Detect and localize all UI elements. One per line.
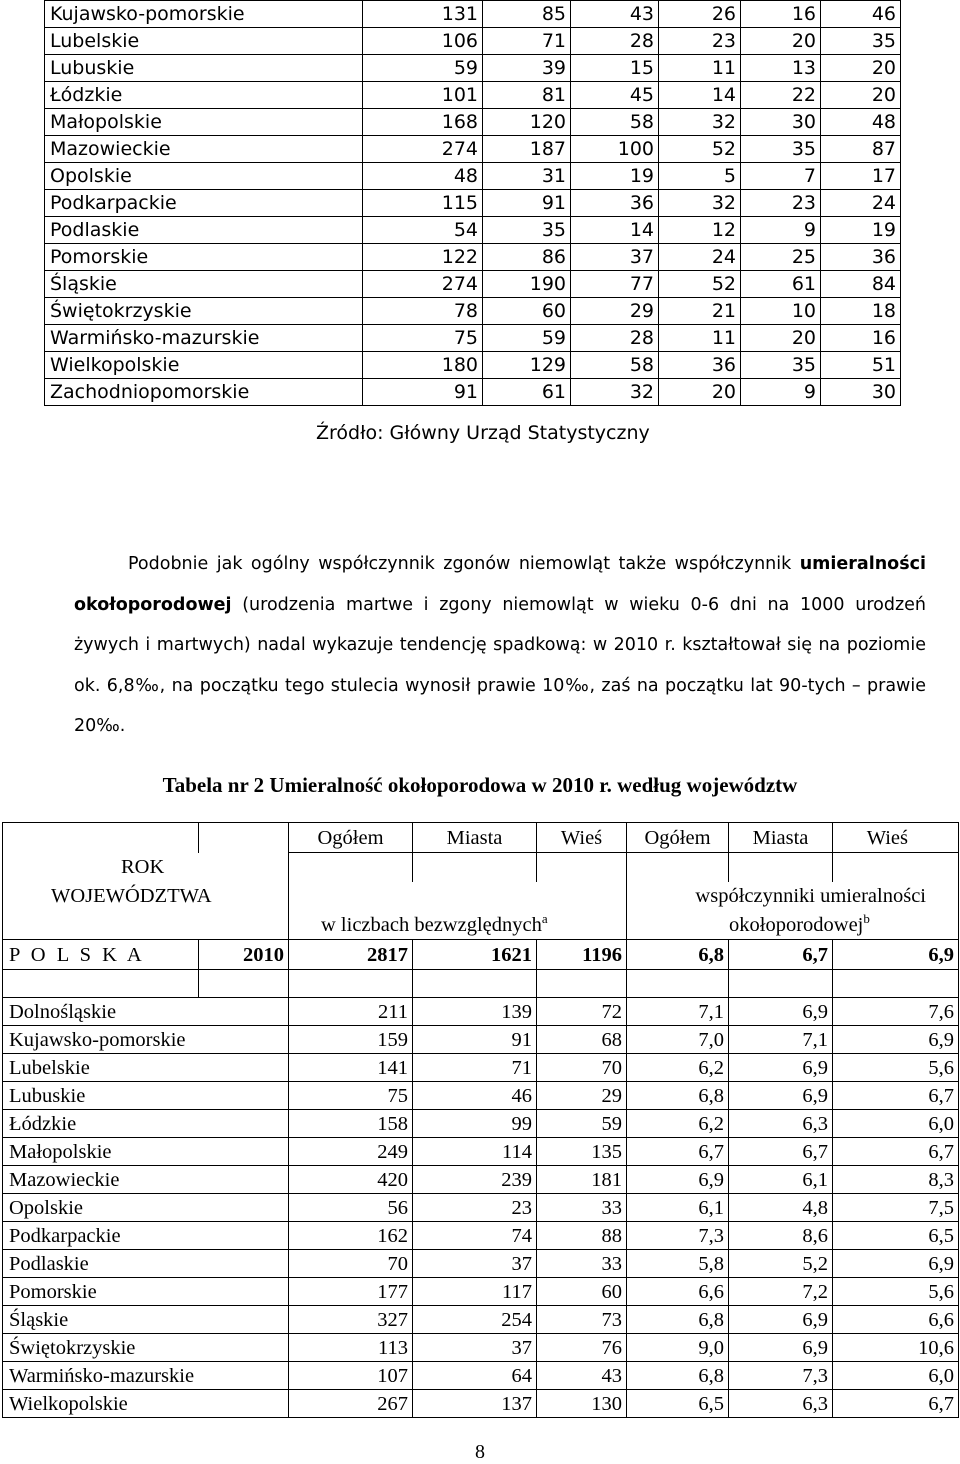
table-cell: 6,7 — [627, 1138, 729, 1166]
header-rate-label-2 — [627, 911, 959, 940]
table-cell: 85 — [483, 1, 571, 28]
spacer-cell — [537, 970, 627, 998]
region-name: Podkarpackie — [45, 190, 363, 217]
table-cell: 137 — [413, 1390, 537, 1418]
region-name: Wielkopolskie — [3, 1390, 289, 1418]
table-cell: 70 — [289, 1250, 413, 1278]
header-spacer — [289, 882, 627, 911]
region-name: Pomorskie — [3, 1278, 289, 1306]
table-row — [3, 1082, 959, 1110]
header-ogolem: Ogółem — [289, 823, 413, 853]
table-cell: 61 — [741, 271, 821, 298]
table-cell: 107 — [289, 1362, 413, 1390]
header-wies-rate: Wieś — [833, 823, 959, 853]
table-cell: 33 — [537, 1250, 627, 1278]
region-name: Lubelskie — [3, 1054, 289, 1082]
spacer-cell — [627, 970, 729, 998]
spacer-cell — [3, 970, 199, 998]
table-cell: 6,9 — [833, 1026, 959, 1054]
table-row — [3, 1306, 959, 1334]
table-cell: 10 — [741, 298, 821, 325]
table-row — [3, 1278, 959, 1306]
table-cell: 20 — [659, 379, 741, 406]
polska-value: 6,9 — [833, 940, 959, 970]
table-cell: 6,0 — [833, 1362, 959, 1390]
region-name: Podlaskie — [3, 1250, 289, 1278]
header-rok: ROK — [3, 853, 289, 882]
region-name: Warmińsko-mazurskie — [3, 1362, 289, 1390]
table-cell: 6,9 — [729, 1082, 833, 1110]
header-miasta: Miasta — [413, 823, 537, 853]
table-cell: 39 — [483, 55, 571, 82]
table-cell: 37 — [413, 1250, 537, 1278]
table-cell: 135 — [537, 1138, 627, 1166]
table-cell: 21 — [659, 298, 741, 325]
table-cell: 5,8 — [627, 1250, 729, 1278]
table-cell: 74 — [413, 1222, 537, 1250]
table-cell: 9 — [741, 217, 821, 244]
table-cell: 32 — [659, 190, 741, 217]
region-name: Świętokrzyskie — [3, 1334, 289, 1362]
table-cell: 43 — [537, 1362, 627, 1390]
table-cell: 15 — [571, 55, 659, 82]
table-cell: 177 — [289, 1278, 413, 1306]
region-name: Lubuskie — [3, 1082, 289, 1110]
table-cell: 46 — [821, 1, 901, 28]
table-cell: 181 — [537, 1166, 627, 1194]
region-name: Małopolskie — [3, 1138, 289, 1166]
table-cell: 28 — [571, 28, 659, 55]
table-cell: 158 — [289, 1110, 413, 1138]
region-name: Wielkopolskie — [45, 352, 363, 379]
table-cell: 35 — [821, 28, 901, 55]
table-cell: 7 — [741, 163, 821, 190]
table-cell: 6,2 — [627, 1054, 729, 1082]
header-spacer — [413, 853, 537, 882]
table-cell: 7,3 — [627, 1222, 729, 1250]
region-name: Pomorskie — [45, 244, 363, 271]
header-rate-text: okołoporodowej — [729, 913, 864, 936]
table-cell: 17 — [821, 163, 901, 190]
header-rate-label-1: współczynniki umieralności — [627, 882, 959, 911]
table-cell: 131 — [363, 1, 483, 28]
table-cell: 6,7 — [833, 1138, 959, 1166]
table-cell: 58 — [571, 352, 659, 379]
region-name: Opolskie — [3, 1194, 289, 1222]
table-cell: 190 — [483, 271, 571, 298]
region-name: Dolnośląskie — [3, 998, 289, 1026]
region-name: Lubelskie — [45, 28, 363, 55]
table-cell: 122 — [363, 244, 483, 271]
table-cell: 24 — [659, 244, 741, 271]
table-cell: 87 — [821, 136, 901, 163]
table-cell: 7,2 — [729, 1278, 833, 1306]
table-cell: 101 — [363, 82, 483, 109]
region-name: Kujawsko-pomorskie — [3, 1026, 289, 1054]
table-row — [3, 1166, 959, 1194]
region-name: Małopolskie — [45, 109, 363, 136]
spacer-cell — [833, 970, 959, 998]
table-row — [45, 136, 901, 163]
table-cell: 26 — [659, 1, 741, 28]
table-cell: 6,9 — [627, 1166, 729, 1194]
table-cell: 23 — [659, 28, 741, 55]
table-cell: 16 — [821, 325, 901, 352]
table-row — [3, 1194, 959, 1222]
header-blank — [199, 823, 289, 853]
table-cell: 254 — [413, 1306, 537, 1334]
table-cell: 19 — [571, 163, 659, 190]
polska-name: P O L S K A — [3, 940, 199, 970]
table-cell: 211 — [289, 998, 413, 1026]
table-row — [3, 1026, 959, 1054]
header-abs-text: w liczbach bezwzględnych — [321, 913, 542, 936]
table-cell: 56 — [289, 1194, 413, 1222]
table-cell: 23 — [741, 190, 821, 217]
page-number: 8 — [475, 1441, 485, 1463]
table-cell: 9 — [741, 379, 821, 406]
table-cell: 113 — [289, 1334, 413, 1362]
paragraph-bold-term: umieralności okołoporodowej — [74, 554, 926, 615]
table-cell: 31 — [483, 163, 571, 190]
table-cell: 59 — [363, 55, 483, 82]
table-cell: 9,0 — [627, 1334, 729, 1362]
table-cell: 7,0 — [627, 1026, 729, 1054]
table-cell: 13 — [741, 55, 821, 82]
table-cell: 48 — [363, 163, 483, 190]
table-cell: 249 — [289, 1138, 413, 1166]
table-cell: 52 — [659, 271, 741, 298]
table-cell: 29 — [571, 298, 659, 325]
table-cell: 14 — [571, 217, 659, 244]
region-name: Łódzkie — [45, 82, 363, 109]
region-name: Mazowieckie — [3, 1166, 289, 1194]
table-cell: 100 — [571, 136, 659, 163]
table-cell: 420 — [289, 1166, 413, 1194]
header-ogolem-rate: Ogółem — [627, 823, 729, 853]
table-row — [45, 109, 901, 136]
header-rate-sup: b — [863, 910, 870, 926]
table-cell: 159 — [289, 1026, 413, 1054]
table-cell: 33 — [537, 1194, 627, 1222]
paragraph-text-2: (urodzenia martwe i zgony niemowląt w wieku 0-6 dni na 1000 urodzeń żywych i martwych) nadal wykazuje tendencję spadkową: w 2010 r. kształtował się na poziomie ok. 6,8‰, na początku tego stulecia wynosił prawie 10‰, zaś na początku lat 90-tych – prawie 20‰. — [74, 594, 926, 736]
table-row — [3, 1222, 959, 1250]
table-cell: 32 — [659, 109, 741, 136]
table-cell: 327 — [289, 1306, 413, 1334]
table-cell: 129 — [483, 352, 571, 379]
table-row — [45, 1, 901, 28]
table-row — [3, 998, 959, 1026]
table-cell: 46 — [413, 1082, 537, 1110]
region-name: Mazowieckie — [45, 136, 363, 163]
table-cell: 6,5 — [833, 1222, 959, 1250]
table-cell: 43 — [571, 1, 659, 28]
table-row — [45, 55, 901, 82]
table-cell: 35 — [741, 352, 821, 379]
table-cell: 59 — [483, 325, 571, 352]
table-cell: 70 — [537, 1054, 627, 1082]
region-name: Śląskie — [3, 1306, 289, 1334]
table-cell: 30 — [821, 379, 901, 406]
table-cell: 51 — [821, 352, 901, 379]
table-cell: 32 — [571, 379, 659, 406]
header-spacer — [627, 853, 729, 882]
region-name: Podlaskie — [45, 217, 363, 244]
table-cell: 73 — [537, 1306, 627, 1334]
table-cell: 6,9 — [729, 1334, 833, 1362]
table-cell: 168 — [363, 109, 483, 136]
table-cell: 162 — [289, 1222, 413, 1250]
table-cell: 6,9 — [729, 1054, 833, 1082]
table-cell: 35 — [741, 136, 821, 163]
polska-value: 6,8 — [627, 940, 729, 970]
table-row — [3, 1054, 959, 1082]
table-cell: 72 — [537, 998, 627, 1026]
table-cell: 239 — [413, 1166, 537, 1194]
table-row — [3, 1110, 959, 1138]
table-cell: 8,3 — [833, 1166, 959, 1194]
region-name: Podkarpackie — [3, 1222, 289, 1250]
table-cell: 106 — [363, 28, 483, 55]
table-cell: 48 — [821, 109, 901, 136]
table-cell: 7,3 — [729, 1362, 833, 1390]
table-cell: 114 — [413, 1138, 537, 1166]
table-cell: 77 — [571, 271, 659, 298]
table-cell: 75 — [363, 325, 483, 352]
header-wies: Wieś — [537, 823, 627, 853]
header-abs-label — [289, 911, 627, 940]
table-cell: 59 — [537, 1110, 627, 1138]
table-cell: 11 — [659, 55, 741, 82]
table-cell: 18 — [821, 298, 901, 325]
table-cell: 6,8 — [627, 1082, 729, 1110]
table-cell: 139 — [413, 998, 537, 1026]
header-spacer — [3, 911, 289, 940]
table-cell: 6,8 — [627, 1306, 729, 1334]
header-spacer — [729, 853, 833, 882]
table-cell: 36 — [659, 352, 741, 379]
table-1-continuation — [44, 0, 901, 406]
spacer-cell — [289, 970, 413, 998]
table-row — [45, 190, 901, 217]
table-row — [3, 1362, 959, 1390]
table-cell: 16 — [741, 1, 821, 28]
polska-year: 2010 — [199, 940, 289, 970]
table-cell: 20 — [821, 55, 901, 82]
table-cell: 12 — [659, 217, 741, 244]
table-cell: 130 — [537, 1390, 627, 1418]
table-cell: 99 — [413, 1110, 537, 1138]
table-cell: 88 — [537, 1222, 627, 1250]
table-row — [45, 325, 901, 352]
table-row — [45, 28, 901, 55]
table-cell: 7,1 — [729, 1026, 833, 1054]
table-row — [45, 271, 901, 298]
table-row — [3, 1250, 959, 1278]
header-wojewodztwa: WOJEWÓDZTWA — [3, 882, 289, 911]
table-row — [45, 82, 901, 109]
paragraph — [74, 544, 926, 747]
region-name: Warmińsko-mazurskie — [45, 325, 363, 352]
table-row — [45, 244, 901, 271]
header-spacer — [289, 853, 413, 882]
table-cell: 6,6 — [833, 1306, 959, 1334]
table-cell: 20 — [741, 28, 821, 55]
table-cell: 141 — [289, 1054, 413, 1082]
table-cell: 6,3 — [729, 1110, 833, 1138]
table-cell: 6,1 — [729, 1166, 833, 1194]
table-cell: 75 — [289, 1082, 413, 1110]
table-1-source: Źródło: Główny Urząd Statystyczny — [316, 422, 650, 444]
table-cell: 86 — [483, 244, 571, 271]
table-cell: 4,8 — [729, 1194, 833, 1222]
region-name: Zachodniopomorskie — [45, 379, 363, 406]
polska-value: 6,7 — [729, 940, 833, 970]
table-cell: 117 — [413, 1278, 537, 1306]
region-name: Kujawsko-pomorskie — [45, 1, 363, 28]
table-cell: 52 — [659, 136, 741, 163]
table-cell: 71 — [483, 28, 571, 55]
table-cell: 25 — [741, 244, 821, 271]
table-cell: 58 — [571, 109, 659, 136]
table-cell: 8,6 — [729, 1222, 833, 1250]
table-cell: 7,6 — [833, 998, 959, 1026]
table-cell: 37 — [571, 244, 659, 271]
table-cell: 5 — [659, 163, 741, 190]
table-cell: 10,6 — [833, 1334, 959, 1362]
table-cell: 180 — [363, 352, 483, 379]
table-cell: 19 — [821, 217, 901, 244]
table-cell: 7,1 — [627, 998, 729, 1026]
table-cell: 78 — [363, 298, 483, 325]
table-cell: 20 — [741, 325, 821, 352]
table-cell: 45 — [571, 82, 659, 109]
table-row-polska — [3, 940, 959, 970]
table-cell: 187 — [483, 136, 571, 163]
header-blank — [3, 823, 199, 853]
table-cell: 6,2 — [627, 1110, 729, 1138]
region-name: Łódzkie — [3, 1110, 289, 1138]
table-cell: 61 — [483, 379, 571, 406]
table-cell: 68 — [537, 1026, 627, 1054]
table-cell: 6,3 — [729, 1390, 833, 1418]
table-cell: 6,7 — [729, 1138, 833, 1166]
polska-value: 1196 — [537, 940, 627, 970]
table-cell: 84 — [821, 271, 901, 298]
header-abs-sup: a — [541, 910, 548, 926]
spacer-cell — [413, 970, 537, 998]
table-cell: 11 — [659, 325, 741, 352]
region-name: Świętokrzyskie — [45, 298, 363, 325]
table-cell: 5,2 — [729, 1250, 833, 1278]
table-row — [45, 217, 901, 244]
table-cell: 37 — [413, 1334, 537, 1362]
table-cell: 54 — [363, 217, 483, 244]
polska-value: 2817 — [289, 940, 413, 970]
table-2 — [2, 822, 959, 1418]
table-cell: 6,9 — [729, 1306, 833, 1334]
table-cell: 274 — [363, 271, 483, 298]
table-cell: 36 — [571, 190, 659, 217]
table-cell: 6,7 — [833, 1390, 959, 1418]
table-row — [45, 379, 901, 406]
table-cell: 91 — [363, 379, 483, 406]
table-cell: 30 — [741, 109, 821, 136]
polska-value: 1621 — [413, 940, 537, 970]
table-cell: 35 — [483, 217, 571, 244]
table-cell: 22 — [741, 82, 821, 109]
region-name: Śląskie — [45, 271, 363, 298]
table-cell: 91 — [413, 1026, 537, 1054]
table-row — [45, 352, 901, 379]
table-cell: 71 — [413, 1054, 537, 1082]
table-cell: 14 — [659, 82, 741, 109]
region-name: Lubuskie — [45, 55, 363, 82]
table-cell: 64 — [413, 1362, 537, 1390]
table-row — [45, 163, 901, 190]
table-cell: 6,9 — [729, 998, 833, 1026]
region-name: Opolskie — [45, 163, 363, 190]
paragraph-text-1: Podobnie jak ogólny współczynnik zgonów niemowląt także współczynnik — [128, 554, 800, 574]
table-cell: 6,9 — [833, 1250, 959, 1278]
table-cell: 29 — [537, 1082, 627, 1110]
table-cell: 5,6 — [833, 1278, 959, 1306]
table-cell: 81 — [483, 82, 571, 109]
table-cell: 6,8 — [627, 1362, 729, 1390]
table-cell: 60 — [537, 1278, 627, 1306]
table-cell: 267 — [289, 1390, 413, 1418]
table-cell: 20 — [821, 82, 901, 109]
table-2-caption: Tabela nr 2 Umieralność okołoporodowa w 2010 r. według województw — [162, 773, 798, 797]
table-cell: 91 — [483, 190, 571, 217]
table-cell: 6,7 — [833, 1082, 959, 1110]
table-row — [3, 1334, 959, 1362]
table-cell: 24 — [821, 190, 901, 217]
table-cell: 23 — [413, 1194, 537, 1222]
spacer-cell — [199, 970, 289, 998]
table-cell: 7,5 — [833, 1194, 959, 1222]
header-spacer — [833, 853, 959, 882]
table-cell: 28 — [571, 325, 659, 352]
table-cell: 115 — [363, 190, 483, 217]
table-cell: 60 — [483, 298, 571, 325]
table-row — [45, 298, 901, 325]
spacer-cell — [729, 970, 833, 998]
table-row — [3, 1138, 959, 1166]
table-cell: 6,6 — [627, 1278, 729, 1306]
table-cell: 6,0 — [833, 1110, 959, 1138]
table-cell: 5,6 — [833, 1054, 959, 1082]
table-cell: 6,5 — [627, 1390, 729, 1418]
table-cell: 76 — [537, 1334, 627, 1362]
table-row — [3, 1390, 959, 1418]
table-cell: 6,1 — [627, 1194, 729, 1222]
table-cell: 274 — [363, 136, 483, 163]
header-miasta-rate: Miasta — [729, 823, 833, 853]
table-cell: 36 — [821, 244, 901, 271]
header-spacer — [537, 853, 627, 882]
table-cell: 120 — [483, 109, 571, 136]
